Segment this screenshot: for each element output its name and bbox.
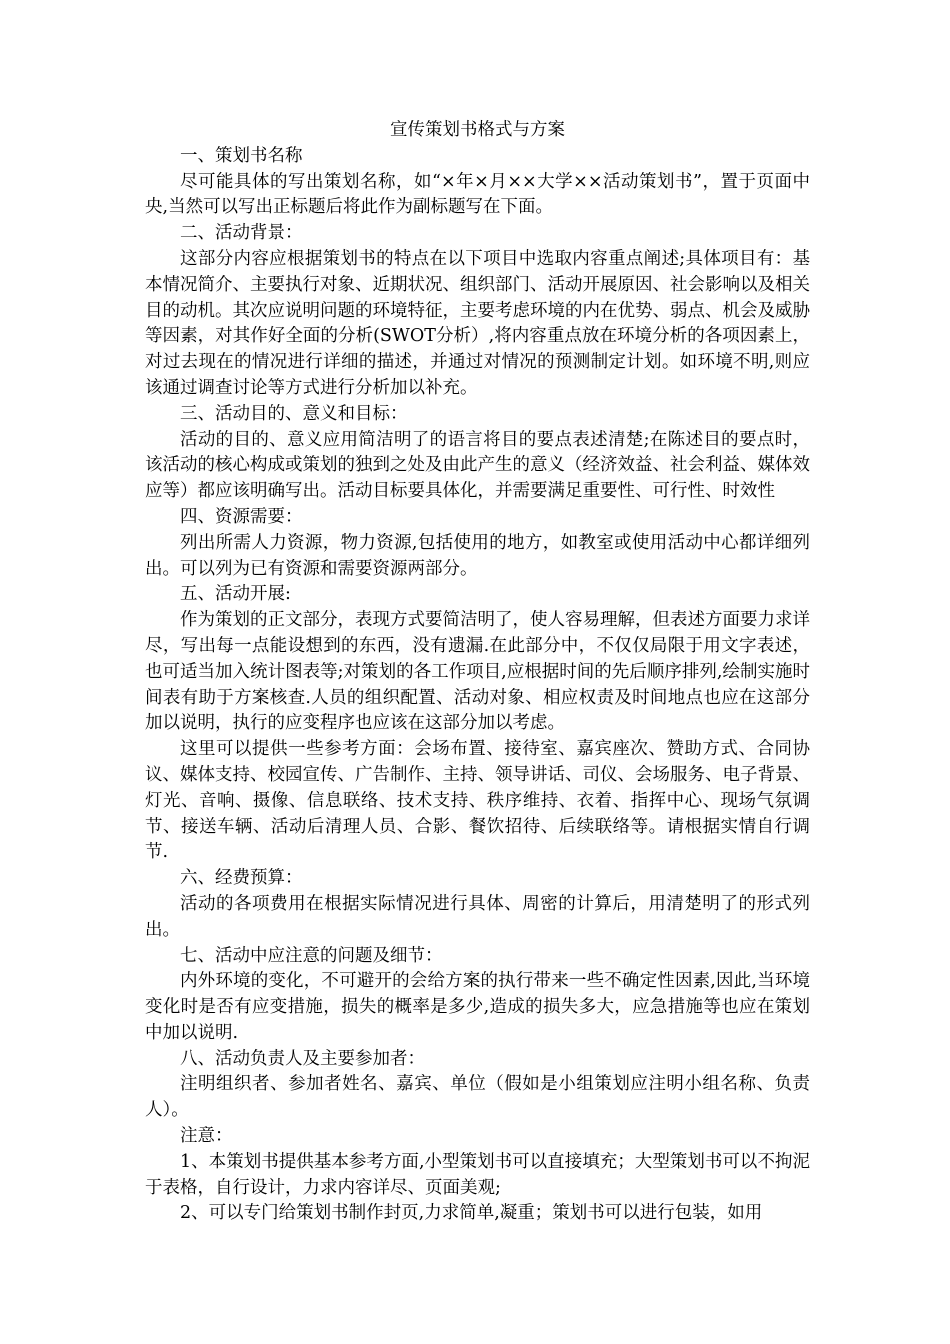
section-heading: 五、活动开展: bbox=[180, 584, 291, 605]
section-paragraph: 注明组织者、参加者姓名、嘉宾、单位（假如是小组策划应注明小组名称、负责人）。 bbox=[145, 1074, 810, 1121]
section-paragraph: 2、可以专门给策划书制作封页,力求简单,凝重；策划书可以进行包装，如用 bbox=[180, 1203, 763, 1224]
section-paragraph: 活动的目的、意义应用简洁明了的语言将目的要点表述清楚;在陈述目的要点时，该活动的核心构成或策划的独到之处及由此产生的意义（经济效益、社会利益、媒体效应等）都应该明确写出。活动目标要具体化，并需要满足重要性、可行性、时效性 bbox=[145, 429, 810, 502]
section-heading: 四、资源需要： bbox=[180, 506, 303, 527]
section-paragraph: 活动的各项费用在根据实际情况进行具体、周密的计算后，用清楚明了的形式列出。 bbox=[145, 893, 810, 940]
document-title: 宣传策划书格式与方案 bbox=[390, 120, 565, 140]
section-paragraph: 这里可以提供一些参考方面：会场布置、接待室、嘉宾座次、赞助方式、合同协议、媒体支持、校园宣传、广告制作、主持、领导讲话、司仪、会场服务、电子背景、灯光、音响、摄像、信息联络、技术支持、秩序维持、衣着、指挥中心、现场气氛调节、接送车辆、活动后清理人员、合影、餐饮招待、后续联络等。请根据实情自行调节. bbox=[145, 739, 810, 863]
section-heading: 二、活动背景： bbox=[180, 223, 303, 244]
section-paragraph: 尽可能具体的写出策划名称，如“×年×月××大学××活动策划书”，置于页面中央,当然可以写出正标题后将此作为副标题写在下面。 bbox=[145, 171, 810, 218]
section-7 bbox=[145, 944, 810, 1047]
section-notes bbox=[145, 1124, 810, 1227]
section-paragraph: 作为策划的正文部分，表现方式要简洁明了，使人容易理解，但表述方面要力求详尽，写出每一点能设想到的东西，没有遗漏.在此部分中，不仅仅局限于用文字表述，也可适当加入统计图表等;对策划的各工作项目,应根据时间的先后顺序排列,绘制实施时间表有助于方案核查.人员的组织配置、活动对象、相应权责及时间地点也应在这部分加以说明，执行的应变程序也应该在这部分加以考虑。 bbox=[145, 610, 810, 734]
section-6 bbox=[145, 866, 810, 943]
section-4 bbox=[145, 505, 810, 582]
section-paragraph: 内外环境的变化，不可避开的会给方案的执行带来一些不确定性因素,因此,当环境变化时是否有应变措施，损失的概率是多少,造成的损失多大，应急措施等也应在策划中加以说明. bbox=[145, 971, 810, 1043]
section-heading: 一、策划书名称 bbox=[180, 145, 303, 166]
section-5 bbox=[145, 582, 810, 866]
section-heading: 三、活动目的、意义和目标： bbox=[180, 403, 408, 424]
section-paragraph: 这部分内容应根据策划书的特点在以下项目中选取内容重点阐述;具体项目有：基本情况简介、主要执行对象、近期状况、组织部门、活动开展原因、社会影响以及相关目的动机。其次应说明问题的环境特征，主要考虑环境的内在优势、弱点、机会及威胁等因素，对其作好全面的分析(SWOT分析）,将内容重点放在环境分析的各项因素上，对过去现在的情况进行详细的描述，并通过对情况的预测制定计划。如环境不明,则应该通过调查讨论等方式进行分析加以补充。 bbox=[145, 248, 810, 398]
section-heading: 八、活动负责人及主要参加者： bbox=[180, 1048, 425, 1069]
section-1 bbox=[145, 144, 810, 221]
section-2 bbox=[145, 221, 810, 402]
section-heading: 七、活动中应注意的问题及细节： bbox=[180, 945, 443, 966]
section-3 bbox=[145, 402, 810, 505]
section-heading: 六、经费预算： bbox=[180, 868, 303, 889]
section-heading: 注意： bbox=[180, 1126, 233, 1147]
section-paragraph: 1、本策划书提供基本参考方面,小型策划书可以直接填充；大型策划书可以不拘泥于表格，自行设计，力求内容详尽、页面美观; bbox=[145, 1151, 810, 1198]
document-page bbox=[145, 118, 810, 1227]
section-paragraph: 列出所需人力资源，物力资源,包括使用的地方，如教室或使用活动中心都详细列出。可以列为已有资源和需要资源两部分。 bbox=[145, 532, 810, 579]
section-8 bbox=[145, 1047, 810, 1124]
